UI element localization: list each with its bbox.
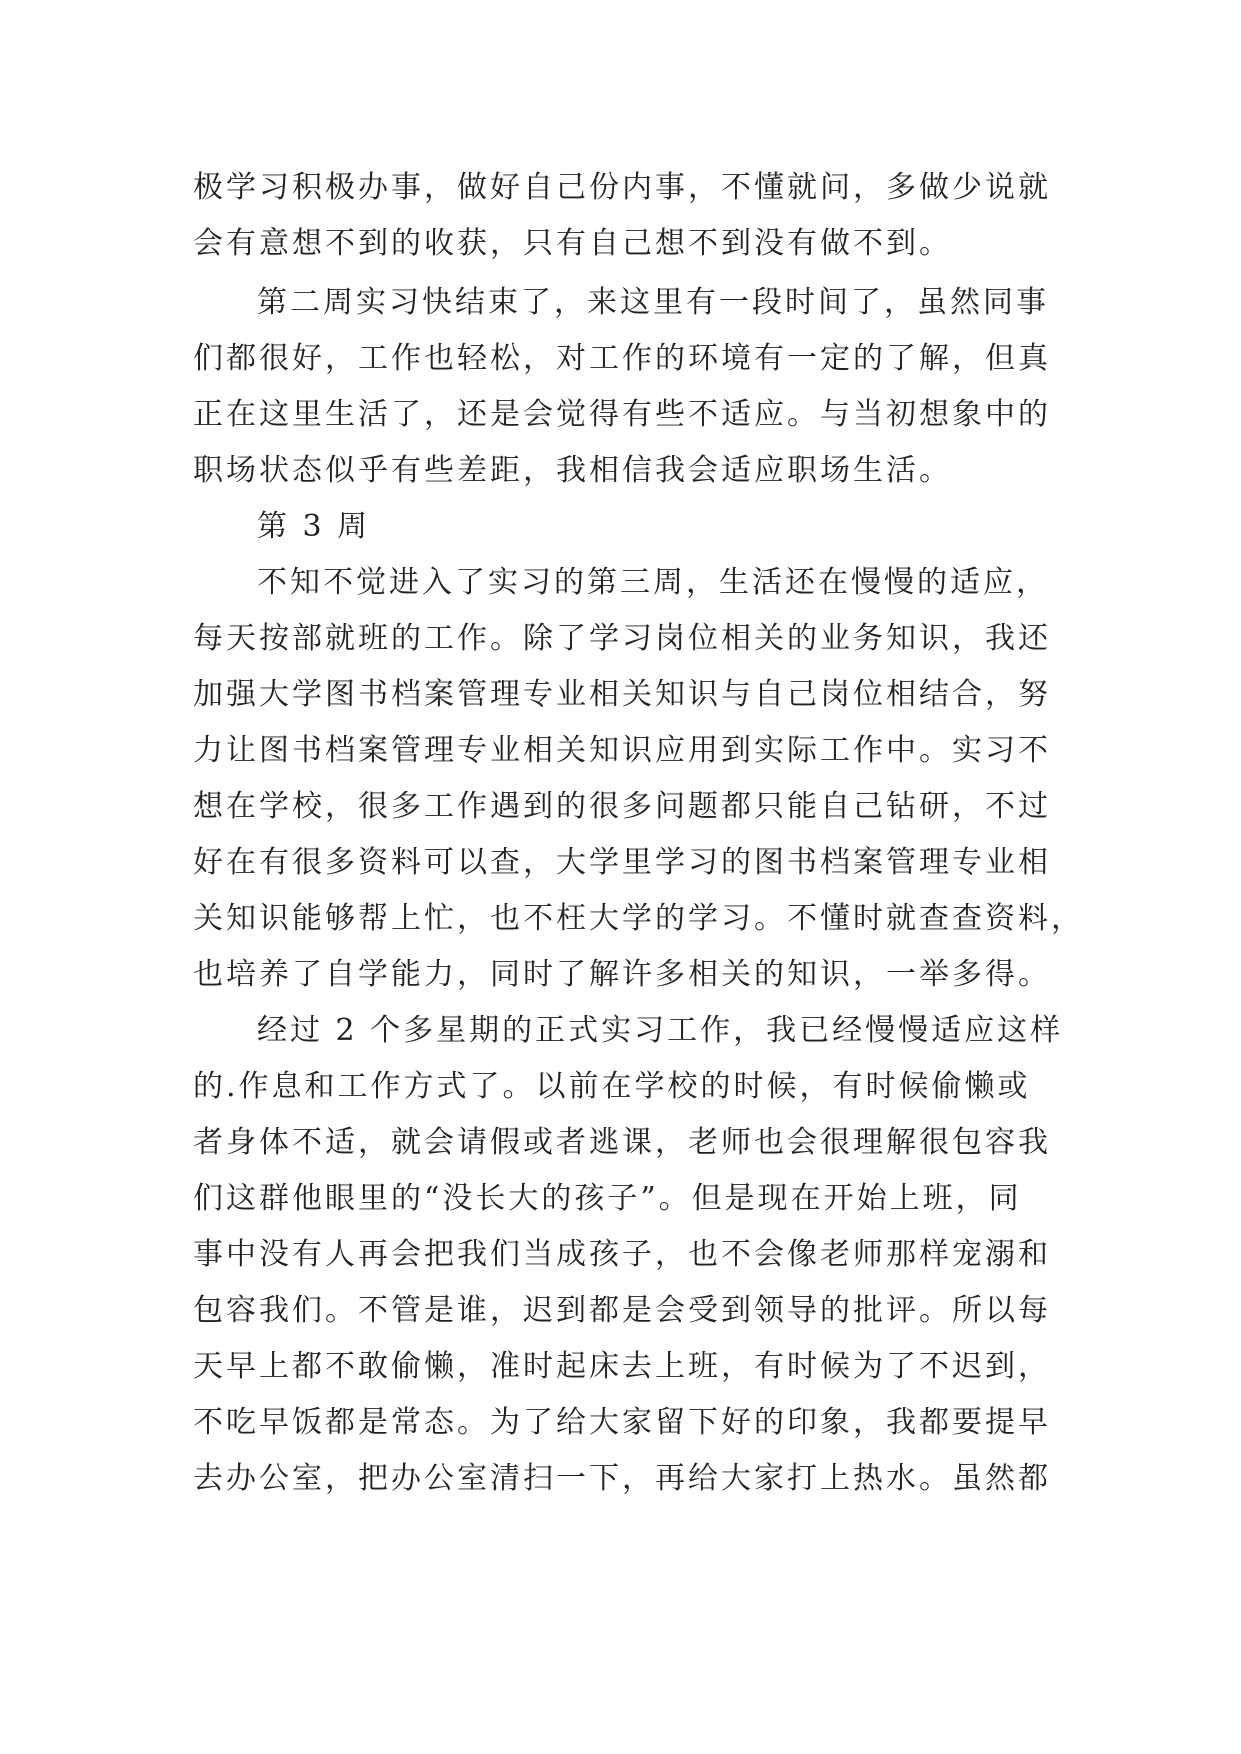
- text-line: 关知识能够帮上忙，也不枉大学的学习。不懂时就查查资料，: [193, 901, 1084, 936]
- text-line: 的.作息和工作方式了。以前在学校的时候，有时候偷懒或: [193, 1069, 1031, 1104]
- text-line: 包容我们。不管是谁，迟到都是会受到领导的批评。所以每: [193, 1293, 1051, 1328]
- text-line: 经过 2 个多星期的正式实习工作，我已经慢慢适应这样: [257, 1013, 1064, 1048]
- text-line: 正在这里生活了，还是会觉得有些不适应。与当初想象中的: [193, 397, 1051, 432]
- text-line: 们都很好，工作也轻松，对工作的环境有一定的了解，但真: [193, 341, 1051, 376]
- text-line: 也培养了自学能力，同时了解许多相关的知识，一举多得。: [193, 957, 1051, 992]
- text-line: 每天按部就班的工作。除了学习岗位相关的业务知识，我还: [193, 621, 1051, 656]
- text-line: 去办公室，把办公室清扫一下，再给大家打上热水。虽然都: [193, 1461, 1051, 1496]
- text-line: 们这群他眼里的“没长大的孩子”。但是现在开始上班，同: [193, 1181, 1022, 1216]
- text-line: 者身体不适，就会请假或者逃课，老师也会很理解很包容我: [193, 1125, 1051, 1160]
- text-line: 会有意想不到的收获，只有自己想不到没有做不到。: [193, 226, 952, 261]
- text-line: 好在有很多资料可以查，大学里学习的图书档案管理专业相: [193, 845, 1051, 880]
- text-line: 力让图书档案管理专业相关知识应用到实际工作中。实习不: [193, 733, 1051, 768]
- text-line: 事中没有人再会把我们当成孩子，也不会像老师那样宠溺和: [193, 1237, 1051, 1272]
- text-line: 第二周实习快结束了，来这里有一段时间了，虽然同事: [257, 285, 1049, 320]
- section-heading: 第 3 周: [257, 509, 371, 544]
- text-line: 不知不觉进入了实习的第三周，生活还在慢慢的适应，: [257, 565, 1049, 600]
- document-body: [193, 160, 1084, 1507]
- text-line: 天早上都不敢偷懒，准时起床去上班，有时候为了不迟到，: [193, 1349, 1051, 1384]
- text-line: 想在学校，很多工作遇到的很多问题都只能自己钻研，不过: [193, 789, 1051, 824]
- text-line: 职场状态似乎有些差距，我相信我会适应职场生活。: [193, 453, 952, 488]
- text-line: 不吃早饭都是常态。为了给大家留下好的印象，我都要提早: [193, 1405, 1051, 1440]
- text-line: 极学习积极办事，做好自己份内事，不懂就问，多做少说就: [193, 170, 1051, 205]
- text-line: 加强大学图书档案管理专业相关知识与自己岗位相结合，努: [193, 677, 1051, 712]
